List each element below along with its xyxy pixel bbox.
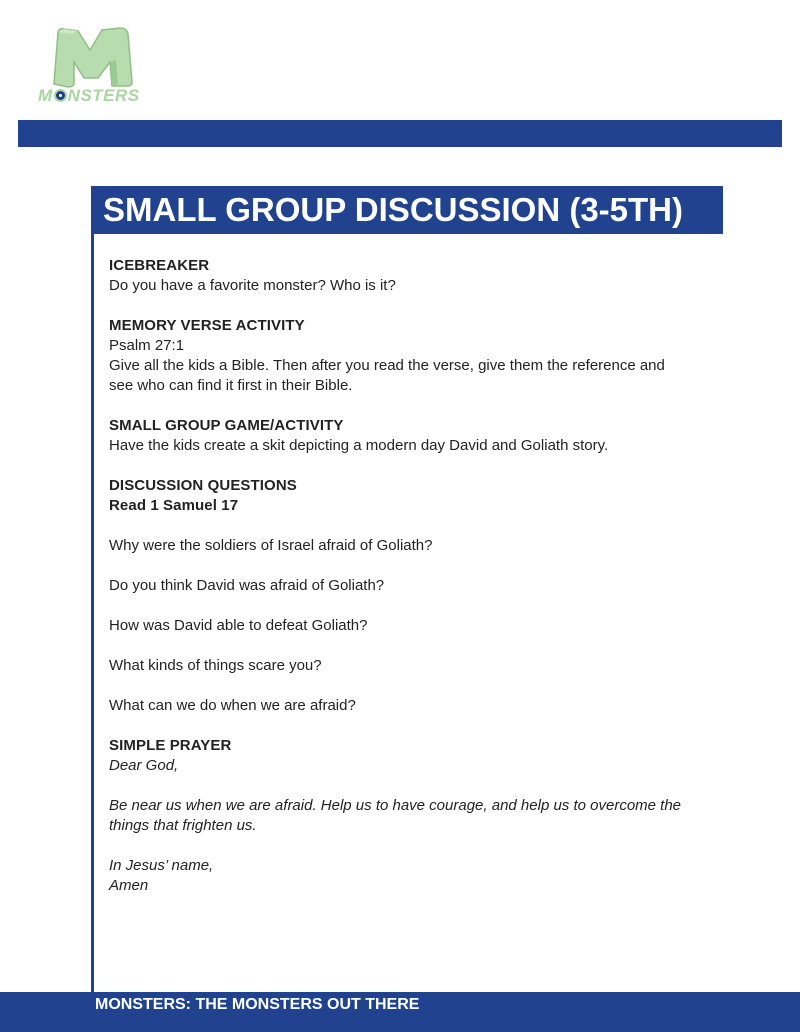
prayer-body-line-2: things that frighten us. [109,817,257,834]
icebreaker-heading: ICEBREAKER [109,257,210,274]
game-heading: SMALL GROUP GAME/ACTIVITY [109,417,344,434]
footer-title: MONSTERS: THE MONSTERS OUT THERE [95,996,420,1013]
left-rule [91,186,94,992]
memory-verse-line-1: Give all the kids a Bible. Then after you read the verse, give them the reference and [109,357,665,374]
game-text: Have the kids create a skit depicting a modern day David and Goliath story. [109,437,609,454]
memory-verse-line-2: see who can find it first in their Bible. [109,377,353,394]
title-banner [91,186,723,234]
header-band [18,120,782,147]
prayer-heading: SIMPLE PRAYER [109,737,232,754]
memory-verse-heading: MEMORY VERSE ACTIVITY [109,317,305,334]
discussion-question: What can we do when we are afraid? [109,697,356,714]
discussion-question: How was David able to defeat Goliath? [109,617,368,634]
page-title: SMALL GROUP DISCUSSION (3-5TH) [103,191,683,228]
prayer-closing-line-1: In Jesus’ name, [109,857,214,874]
discussion-heading: DISCUSSION QUESTIONS [109,477,297,494]
footer-band [0,992,800,1032]
discussion-subheading: Read 1 Samuel 17 [109,497,239,514]
icebreaker-text: Do you have a favorite monster? Who is it? [109,277,396,294]
logo-wordmark [38,86,140,106]
prayer-body-line-1: Be near us when we are afraid. Help us to have courage, and help us to overcome the [109,797,682,814]
monsters-logo [36,26,146,110]
logo-word-suffix: NSTERS [67,86,140,105]
prayer-greeting: Dear God, [109,757,179,774]
document-body [109,256,749,896]
prayer-closing-line-2: Amen [109,877,149,894]
monster-m-icon [50,26,134,88]
logo-word-prefix: M [38,86,53,105]
eyeball-icon [54,89,67,102]
discussion-question: What kinds of things scare you? [109,657,322,674]
memory-verse-reference: Psalm 27:1 [109,337,185,354]
discussion-question: Do you think David was afraid of Goliath? [109,577,385,594]
discussion-question: Why were the soldiers of Israel afraid of Goliath? [109,537,433,554]
